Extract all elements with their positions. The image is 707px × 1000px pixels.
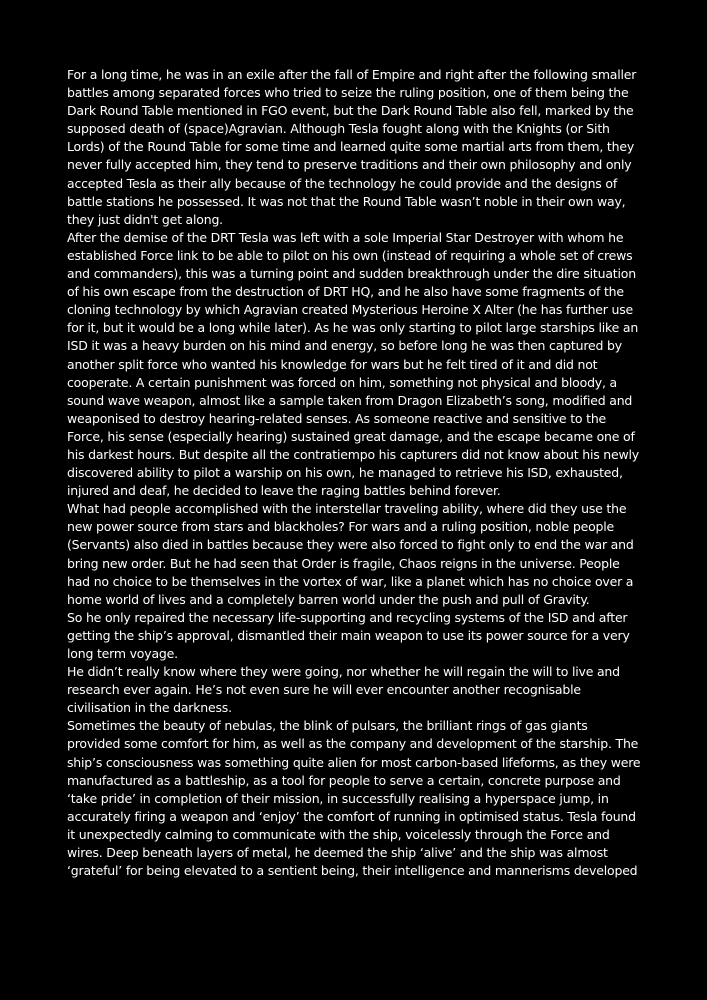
paragraph-uncertainty: He didn’t really know where they were going, nor whether he will regain the will to live and research ever again. He’s not even sure he will ever encounter another recognisable civilisation in the darkness. [67,664,620,716]
document-body [67,66,643,880]
paragraph-exile: For a long time, he was in an exile after the fall of Empire and right after the following smaller battles among separated forces who tried to seize the ruling position, one of them being the Dark Round Table mentioned in FGO event, but the Dark Round Table also fell, marked by the supposed death of (space)Agravian. Although Tesla fought along with the Knights (or Sith Lords) of the Round Table for some time and learned quite some martial arts from them, they never fully accepted him, they tend to preserve traditions and their own philosophy and only accepted Tesla as their ally because of the technology he could provide and the designs of battle stations he possessed. It was not that the Round Table wasn’t noble in their own way, they just didn't get along. [67,67,637,227]
paragraph-interstellar: What had people accomplished with the interstellar traveling ability, where did they use the new power source from stars and blackholes? For wars and a ruling position, noble people (Servants) also died in battles because they were also forced to fight only to end the war and bring new order. But he had seen that Order is fragile, Chaos reigns in the universe. People had no choice to be themselves in the vortex of war, like a planet which has no choice over a home world of lives and a completely barren world under the push and pull of Gravity. [67,501,634,607]
paragraph-nebulas: Sometimes the beauty of nebulas, the blink of pulsars, the brilliant rings of gas giants provided some comfort for him, as well as the company and development of the starship. The ship’s consciousness was something quite alien for most carbon-based lifeforms, as they were manufactured as a battleship, as a tool for people to serve a certain, concrete purpose and ‘take pride’ in completion of their mission, in successfully realising a hyperspace jump, in accurately firing a weapon and ‘enjoy’ the comfort of running in optimised status. Tesla found it unexpectedly calming to communicate with the ship, voicelessly through the Force and wires. Deep beneath layers of metal, he deemed the ship ‘alive’ and the ship was almost ‘grateful’ for being elevated to a sentient being, their intelligence and mannerisms developed [67,718,641,879]
paragraph-drt-demise: After the demise of the DRT Tesla was left with a sole Imperial Star Destroyer with whom he established Force link to be able to pilot on his own (instead of requiring a whole set of crews and commanders), this was a turning point and sudden breakthrough under the dire situation of his own escape from the destruction of DRT HQ, and he also have some fragments of the cloning technology by which Agravian created Mysterious Heroine X Alter (he has further use for it, but it would be a long while later). As he was only starting to pilot large starships like an ISD it was a heavy burden on his mind and energy, so before long he was then captured by another split force who wanted his knowledge for wars but he felt tired of it and did not cooperate. A certain punishment was forced on him, something not physical and bloody, a sound wave weapon, almost like a sample taken from Dragon Elizabeth’s song, modified and weaponised to destroy hearing-related senses. As someone reactive and sensitive to the Force, his sense (especially hearing) sustained great damage, and the escape became one of his darkest hours. But despite all the contratiempo his capturers did not know about his newly discovered ability to pilot a warship on his own, he managed to retrieve his ISD, exhausted, injured and deaf, he decided to leave the raging battles behind forever. [67,229,640,499]
paragraph-repair: So he only repaired the necessary life-supporting and recycling systems of the ISD and after getting the ship’s approval, dismantled their main weapon to use its power source for a very long term voyage. [67,609,630,661]
